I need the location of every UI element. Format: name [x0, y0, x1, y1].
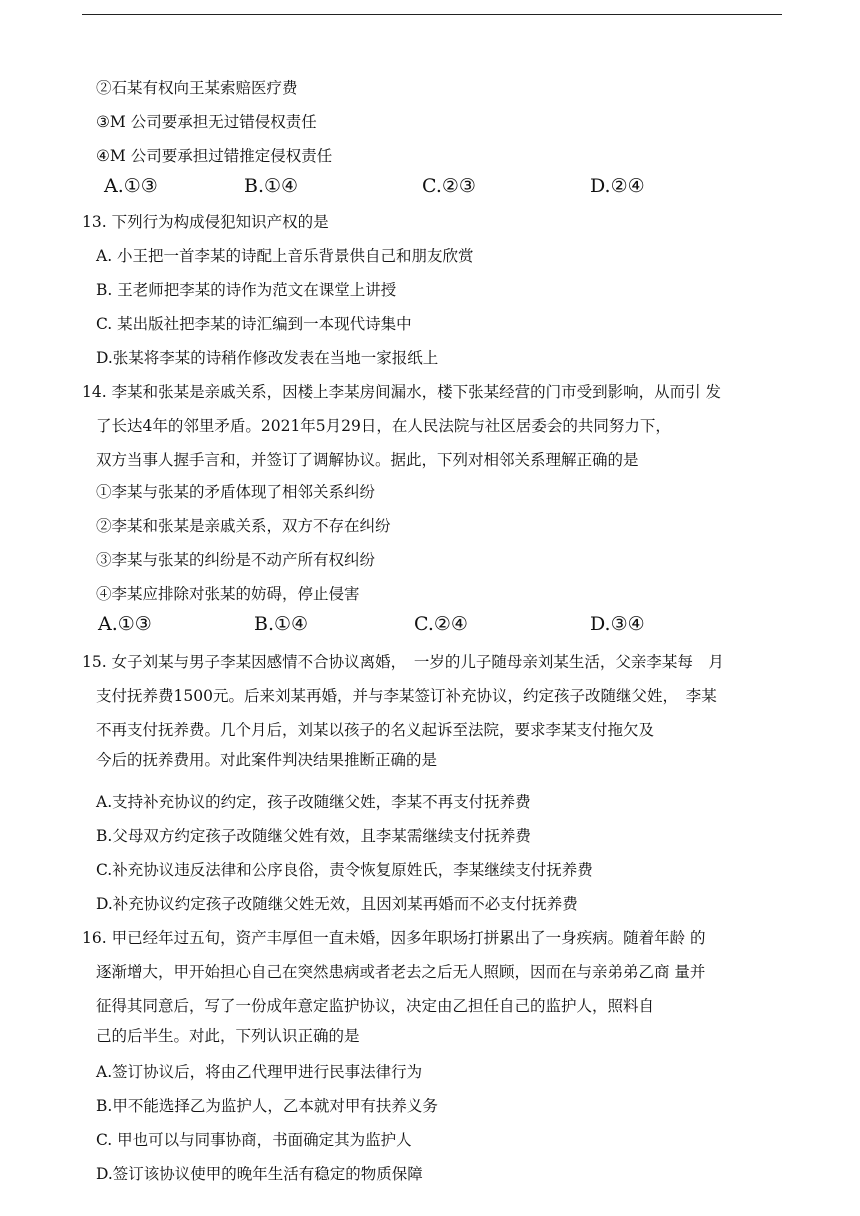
- q13-choice-d[interactable]: D.张某将李某的诗稍作修改发表在当地一家报纸上: [96, 349, 439, 367]
- q13-stem: 13. 下列行为构成侵犯知识产权的是: [82, 213, 329, 231]
- q14-stem-line-1: 14. 李某和张某是亲戚关系，因楼上李某房间漏水，楼下张某经营的门市受到影响，从而引 发: [82, 383, 722, 401]
- q12-item-2: ②石某有权向王某索赔医疗费: [96, 79, 298, 97]
- header-rule: [82, 14, 782, 15]
- q14-option-b[interactable]: B.①④: [254, 613, 309, 635]
- q13-choice-c[interactable]: C. 某出版社把李某的诗汇编到一本现代诗集中: [96, 315, 412, 333]
- q12-option-d[interactable]: D.②④: [590, 175, 645, 197]
- q12-option-a[interactable]: A.①③: [104, 175, 158, 197]
- q15-choice-b[interactable]: B.父母双方约定孩子改随继父姓有效，且李某需继续支付抚养费: [96, 827, 531, 845]
- q16-choice-a[interactable]: A.签订协议后，将由乙代理甲进行民事法律行为: [96, 1063, 423, 1081]
- q14-item-3: ③李某与张某的纠纷是不动产所有权纠纷: [96, 551, 376, 569]
- q15-choice-c[interactable]: C.补充协议违反法律和公序良俗，责令恢复原姓氏，李某继续支付抚养费: [96, 861, 593, 879]
- q15-stem-line-4: 今后的抚养费用。对此案件判决结果推断正确的是: [96, 751, 438, 769]
- q15-stem-line-3: 不再支付抚养费。几个月后，刘某以孩子的名义起诉至法院，要求李某支付拖欠及: [96, 721, 655, 739]
- q12-option-b[interactable]: B.①④: [244, 175, 299, 197]
- q16-stem-line-3: 征得其同意后，写了一份成年意定监护协议，决定由乙担任自己的监护人，照料自: [96, 997, 655, 1015]
- q14-option-d[interactable]: D.③④: [590, 613, 645, 635]
- q14-stem-line-3: 双方当事人握手言和，并签订了调解协议。据此，下列对相邻关系理解正确的是: [96, 451, 639, 469]
- q15-stem-line-2: 支付抚养费1500元。后来刘某再婚，并与李某签订补充协议，约定孩子改随继父姓， 李某: [96, 687, 717, 705]
- q16-stem-line-1: 16. 甲已经年过五旬，资产丰厚但一直未婚，因多年职场打拼累出了一身疾病。随着年龄 的: [82, 929, 706, 947]
- q16-stem-line-2: 逐渐增大，甲开始担心自己在突然患病或者老去之后无人照顾，因而在与亲弟弟乙商 量并: [96, 963, 706, 981]
- q12-option-c[interactable]: C.②③: [422, 175, 476, 197]
- q14-option-c[interactable]: C.②④: [414, 613, 468, 635]
- q15-choice-a[interactable]: A.支持补充协议的约定，孩子改随继父姓，李某不再支付抚养费: [96, 793, 531, 811]
- q15-choice-d[interactable]: D.补充协议约定孩子改随继父姓无效，且因刘某再婚而不必支付抚养费: [96, 895, 578, 913]
- q16-choice-c[interactable]: C. 甲也可以与同事协商，书面确定其为监护人: [96, 1131, 412, 1149]
- q13-choice-b[interactable]: B. 王老师把李某的诗作为范文在课堂上讲授: [96, 281, 397, 299]
- q14-item-1: ①李某与张某的矛盾体现了相邻关系纠纷: [96, 483, 376, 501]
- q16-choice-d[interactable]: D.签订该协议使甲的晚年生活有稳定的物质保障: [96, 1165, 423, 1183]
- q12-item-3: ③M 公司要承担无过错侵权责任: [96, 113, 317, 131]
- q13-choice-a[interactable]: A. 小王把一首李某的诗配上音乐背景供自己和朋友欣赏: [96, 247, 474, 265]
- q12-item-4: ④M 公司要承担过错推定侵权责任: [96, 147, 333, 165]
- q14-item-2: ②李某和张某是亲戚关系，双方不存在纠纷: [96, 517, 391, 535]
- q16-stem-line-4: 己的后半生。对此，下列认识正确的是: [96, 1027, 360, 1045]
- q15-stem-line-1: 15. 女子刘某与男子李某因感情不合协议离婚， 一岁的儿子随母亲刘某生活，父亲李某每 月: [82, 653, 724, 671]
- q14-stem-line-2: 了长达4年的邻里矛盾。2021年5月29日，在人民法院与社区居委会的共同努力下，: [96, 417, 671, 435]
- q14-item-4: ④李某应排除对张某的妨碍，停止侵害: [96, 585, 360, 603]
- q16-choice-b[interactable]: B.甲不能选择乙为监护人，乙本就对甲有扶养义务: [96, 1097, 438, 1115]
- q14-option-a[interactable]: A.①③: [98, 613, 152, 635]
